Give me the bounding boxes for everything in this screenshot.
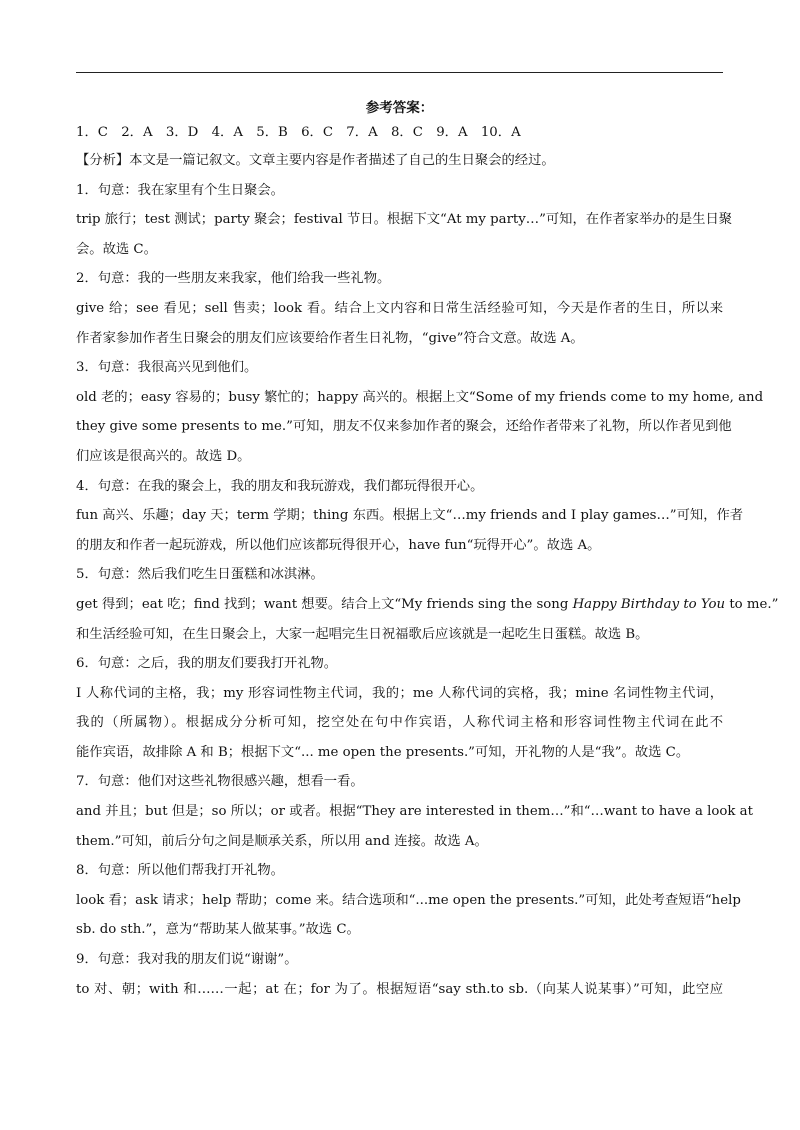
text-line: old 老的；easy 容易的；busy 繁忙的；happy 高兴的。根据上文“Some of my friends come to my home, and [76,389,764,405]
text-line: 和生活经验可知，在生日聚会上，大家一起唱完生日祝福歌后应该就是一起吃生日蛋糕。故选 B。 [76,626,649,642]
text-line: 【分析】本文是一篇记叙文。文章主要内容是作者描述了自己的生日聚会的经过。 [76,153,555,168]
song-title: Happy Birthday to You [572,596,726,612]
text-line: 1．句意：我在家里有个生日聚会。 [76,182,284,198]
text-line: to 对、朝；with 和……一起；at 在；for 为了。根据短语“say sth.to sb.（向某人说某事）”可知，此空应 [76,981,723,997]
explanation-body [76,146,779,1004]
text-line: I 人称代词的主格，我；my 形容词性物主代词，我的；me 人称代词的宾格，我；mine 名词性物主代词， [76,685,723,701]
header-rule [76,72,723,73]
text-line: 作者家参加作者生日聚会的朋友们应该要给作者生日礼物，“give”符合文意。故选 A。 [76,330,584,346]
text-line: 6．句意：之后，我的朋友们要我打开礼物。 [76,656,338,672]
text-line: give 给；see 看见；sell 售卖；look 看。结合上文内容和日常生活经验可知，今天是作者的生日，所以来 [76,300,723,316]
text-line: 们应该是很高兴的。故选 D。 [76,448,251,464]
text-span: get 得到；eat 吃；find 找到；want 想要。结合上文“My friends sing the song [76,596,573,612]
text-line: 8．句意：所以他们帮我打开礼物。 [76,863,284,879]
text-line: they give some presents to me.”可知，朋友不仅来参加作者的聚会，还给作者带来了礼物，所以作者见到他 [76,419,732,435]
text-line: 4．句意：在我的聚会上，我的朋友和我玩游戏，我们都玩得很开心。 [76,478,484,494]
text-line: 的朋友和作者一起玩游戏，所以他们应该都玩得很开心，have fun“玩得开心”。故选 A。 [76,537,601,553]
text-line [76,590,779,620]
text-line: 我的（所属物）。根据成分分析可知，挖空处在句中作宾语，人称代词主格和形容词性物主代词在此不 [76,715,723,731]
page-title: 参考答案： [365,100,434,116]
text-line: fun 高兴、乐趣；day 天；term 学期；thing 东西。根据上文“…my friends and I play games…”可知，作者 [76,508,744,524]
text-line: 会。故选 C。 [76,241,157,257]
text-line: 9．句意：我对我的朋友们说“谢谢”。 [76,952,298,968]
text-line: 5．句意：然后我们吃生日蛋糕和冰淇淋。 [76,567,324,583]
answer-document [76,96,779,1004]
text-line: 2．句意：我的一些朋友来我家，他们给我一些礼物。 [76,271,391,287]
text-line: sb. do sth.”，意为“帮助某人做某事。”故选 C。 [76,922,360,938]
text-line: 3．句意：我很高兴见到他们。 [76,360,258,376]
text-line: 7．句意：他们对这些礼物很感兴趣，想看一看。 [76,774,364,790]
answer-key: 1．C 2．A 3．D 4．A 5．B 6．C 7．A 8．C 9．A 10．A [76,125,521,140]
text-line: look 看；ask 请求；help 帮助；come 来。结合选项和“...me open the presents.”可知，此处考查短语“help [76,892,741,908]
text-line: trip 旅行；test 测试；party 聚会；festival 节日。根据下文“At my party…”可知，在作者家举办的是生日聚 [76,212,733,228]
text-line: them.”可知，前后分句之间是顺承关系，所以用 and 连接。故选 A。 [76,833,488,849]
text-line: 能作宾语，故排除 A 和 B；根据下文“... me open the presents.”可知，开礼物的人是“我”。故选 C。 [76,744,690,760]
text-line: and 并且；but 但是；so 所以；or 或者。根据“They are interested in them…”和“…want to have a look at [76,804,753,820]
text-span: to me.” [725,596,779,612]
